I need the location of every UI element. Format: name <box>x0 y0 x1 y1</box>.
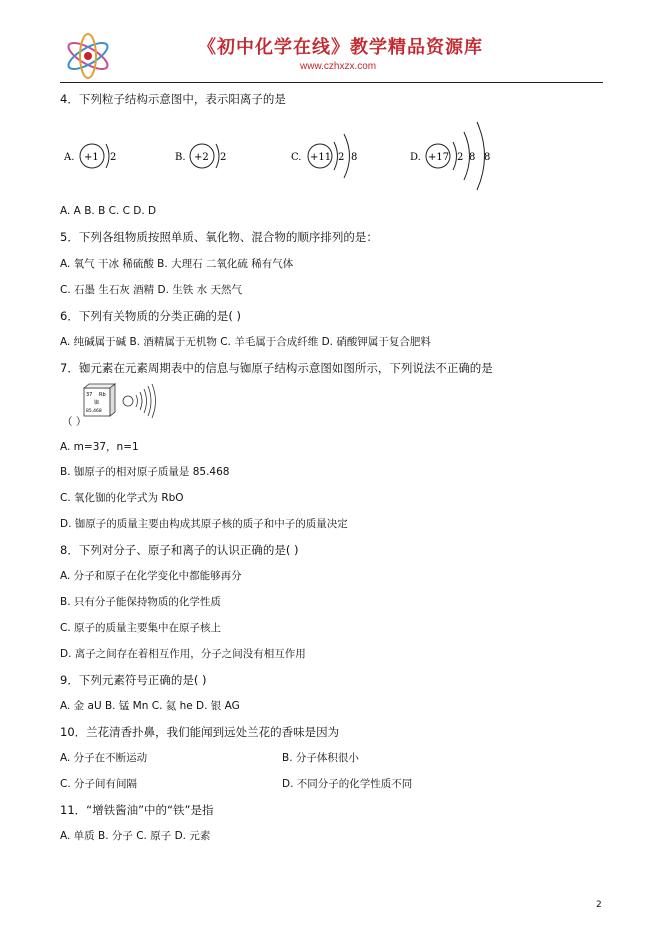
diagram-d-letter: D. <box>410 152 421 163</box>
question-7-option-a: A. m=37，n=1 <box>60 441 139 453</box>
question-7-stem: 7．铷元素在元素周期表中的信息与铷原子结构示意图如图所示，下列说法不正确的是 <box>60 361 493 375</box>
question-5-stem: 5．下列各组物质按照单质、氧化物、混合物的顺序排列的是： <box>60 230 378 244</box>
cell-mass: 85.468 <box>86 409 102 414</box>
diagram-a-nucleus: +1 <box>84 152 99 163</box>
question-5-options-line-1: A. 氧气 干冰 稀硫酸 B. 大理石 二氧化硫 稀有气体 <box>60 258 294 270</box>
question-11-options-line-1: A. 单质 B. 分子 C. 原子 D. 元素 <box>60 830 211 842</box>
question-8-option-d: D. 离子之间存在着相互作用，分子之间没有相互作用 <box>60 648 306 660</box>
question-10-option-b: B. 分子体积很小 <box>282 752 359 764</box>
diagram-d-shell-1: 2 <box>457 152 464 163</box>
q4-atom-diagrams <box>60 115 510 195</box>
question-5-options-line-2: C. 石墨 生石灰 酒精 D. 生铁 水 天然气 <box>60 284 242 296</box>
question-7-option-c: C. 氧化铷的化学式为 RbO <box>60 492 184 504</box>
diagram-c-letter: C. <box>291 152 302 163</box>
header-url: www.czhxzx.com <box>300 61 377 72</box>
cell-symbol: Rb <box>99 392 106 398</box>
rubidium-atom-diagram <box>123 384 156 418</box>
diagram-d-nucleus: +17 <box>428 152 450 163</box>
question-10-option-d: D. 不同分子的化学性质不同 <box>282 778 413 790</box>
question-7-answer-paren: （ ） <box>62 416 87 428</box>
question-8-option-c: C. 原子的质量主要集中在原子核上 <box>60 622 222 634</box>
diagram-c-nucleus: +11 <box>310 152 332 163</box>
question-8-option-a: A. 分子和原子在化学变化中都能够再分 <box>60 570 242 582</box>
question-10-option-a: A. 分子在不断运动 <box>60 752 148 764</box>
question-7-option-b: B. 铷原子的相对原子质量是 85.468 <box>60 466 230 478</box>
question-7-option-d: D. 铷原子的质量主要由构成其原子核的质子和中子的质量决定 <box>60 518 348 530</box>
question-11-stem: 11．“增铁酱油”中的“铁”是指 <box>60 803 214 817</box>
question-10-option-c: C. 分子间有间隔 <box>60 778 138 790</box>
cell-atomic-number: 37 <box>86 392 93 398</box>
question-9-stem: 9．下列元素符号正确的是( ) <box>60 673 207 687</box>
cell-name: 铷 <box>94 400 100 406</box>
diagram-c-shell-1: 2 <box>338 152 345 163</box>
diagram-c-shell-2: 8 <box>351 152 358 163</box>
diagram-d-shell-3: 8 <box>484 152 491 163</box>
rubidium-figure <box>82 383 162 419</box>
question-9-options-line-1: A. 金 aU B. 锰 Mn C. 氦 he D. 银 AG <box>60 700 240 712</box>
question-10-stem: 10．兰花清香扑鼻，我们能闻到远处兰花的香味是因为 <box>60 725 340 739</box>
header-divider <box>60 82 603 83</box>
diagram-c <box>291 134 357 178</box>
diagram-b-shell-1: 2 <box>220 152 227 163</box>
diagram-d <box>410 122 490 190</box>
question-4-options: A. A B. B C. C D. D <box>60 205 157 217</box>
question-6-stem: 6．下列有关物质的分类正确的是( ) <box>60 309 241 323</box>
diagram-a-shell-1: 2 <box>110 152 117 163</box>
question-8-stem: 8．下列对分子、原子和离子的认识正确的是( ) <box>60 543 299 557</box>
diagram-d-shell-2: 8 <box>469 152 476 163</box>
diagram-b-nucleus: +2 <box>194 152 209 163</box>
question-6-options-line-1: A. 纯碱属于碱 B. 酒精属于无机物 C. 羊毛属于合成纤维 D. 硝酸钾属于复合肥料 <box>60 336 431 348</box>
diagram-a <box>63 144 116 168</box>
diagram-b <box>175 144 226 168</box>
page-number: 2 <box>596 900 602 910</box>
atom-logo-icon <box>62 32 114 80</box>
header-title: 《初中化学在线》教学精品资源库 <box>198 37 483 58</box>
periodic-cell <box>84 384 115 416</box>
question-4-stem: 4．下列粒子结构示意图中，表示阳离子的是 <box>60 92 286 106</box>
question-8-option-b: B. 只有分子能保持物质的化学性质 <box>60 596 221 608</box>
diagram-a-letter: A. <box>64 152 75 163</box>
diagram-b-letter: B. <box>175 152 186 163</box>
